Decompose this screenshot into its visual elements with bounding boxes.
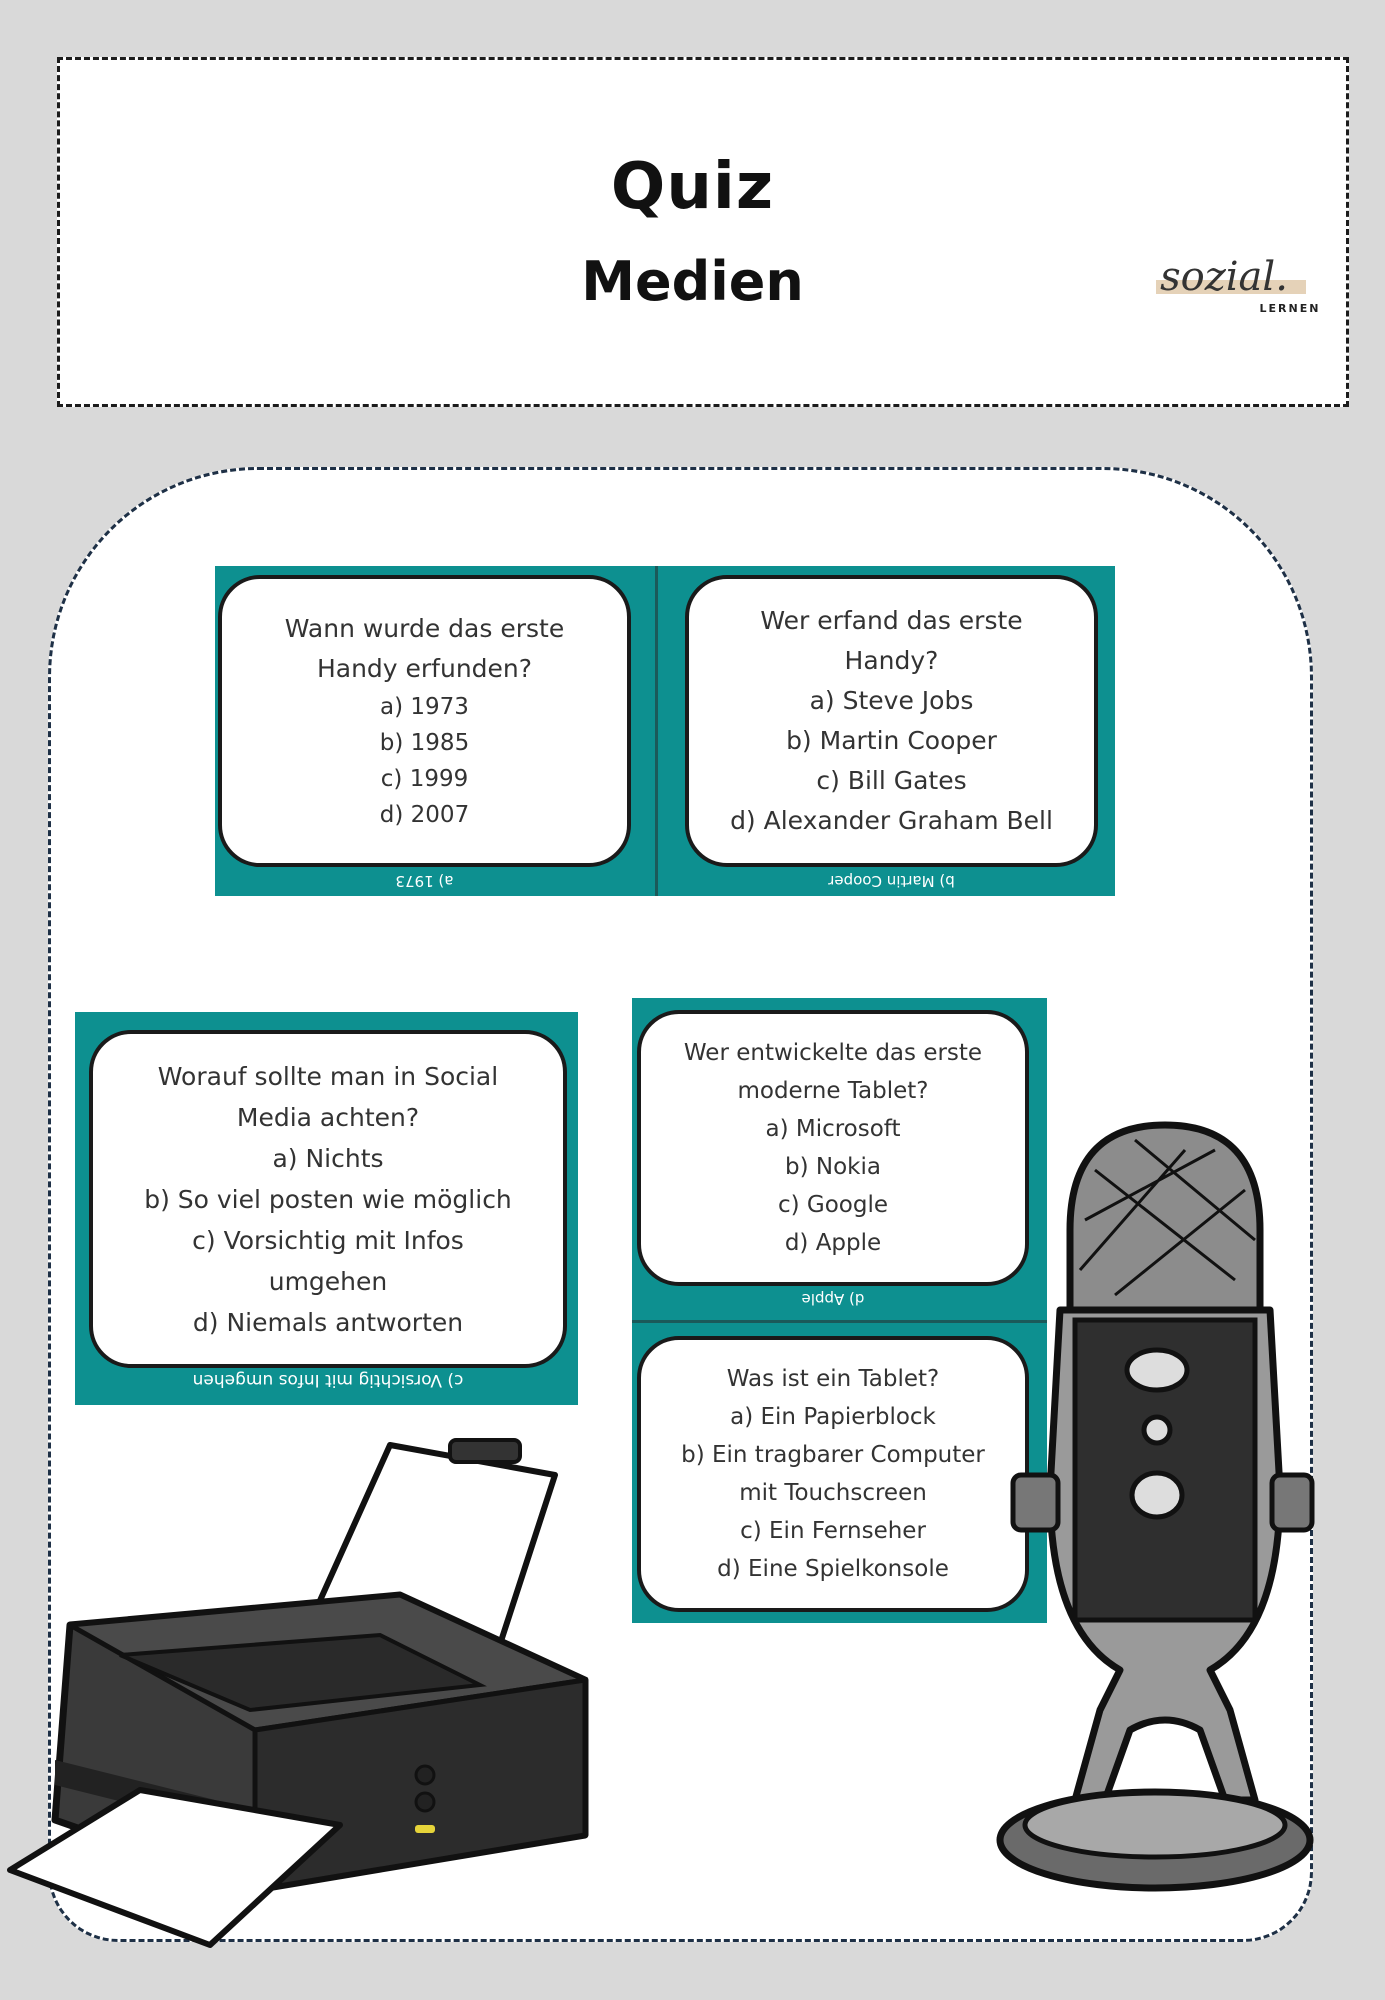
logo-caption: LERNEN [1259,302,1321,315]
card-1-question-line: Wann wurde das erste [284,614,565,643]
card-3-option: c) Vorsichtig mit Infos [192,1225,464,1255]
card-2-question-line: Wer erfand das erste [760,606,1023,635]
card-4-option: a) Microsoft [765,1116,901,1142]
card-4-option: b) Nokia [785,1154,881,1180]
quiz-card-2 [685,575,1098,867]
logo-script-text: sozial. [1160,254,1288,300]
card-4-question-line: Wer entwickelte das erste [683,1040,983,1066]
card-3-question-line: Worauf sollte man in Social [157,1061,499,1091]
card-4-option: d) Apple [784,1230,882,1256]
card-1-option: d) 2007 [379,802,470,828]
page-title: Quiz [610,150,775,224]
printer-icon [0,1440,600,1960]
quiz-card-4 [637,1010,1029,1286]
card-3-option: d) Niemals antworten [192,1307,464,1337]
card-4-answer: d) Apple [801,1290,865,1308]
card-4-question-line: moderne Tablet? [737,1078,929,1104]
card-5-option: a) Ein Papierblock [730,1404,936,1430]
card-2-option: d) Alexander Graham Bell [730,806,1053,835]
sozial-lernen-logo [1150,210,1321,320]
card-1-option: a) 1973 [380,694,469,720]
card-1-answer: a) 1973 [395,872,454,890]
page-subtitle: Medien [581,250,804,313]
card-2-option: b) Martin Cooper [786,726,997,755]
card-3-option: umgehen [268,1266,388,1296]
card-4-option: c) Google [777,1192,889,1218]
card-3-option: a) Nichts [272,1143,384,1173]
card-5-question-line: Was ist ein Tablet? [726,1366,940,1392]
microphone-icon [985,1110,1315,1940]
quiz-card-5 [637,1336,1029,1612]
card-2-option: a) Steve Jobs [809,686,974,715]
card-5-option: d) Eine Spielkonsole [717,1556,949,1582]
card-2-option: c) Bill Gates [816,766,967,795]
card-1-question-line: Handy erfunden? [316,654,533,683]
card-5-option: mit Touchscreen [739,1480,927,1506]
card-5-option: b) Ein tragbarer Computer [681,1442,985,1468]
quiz-card-1 [218,575,631,867]
card-2-answer: b) Martin Cooper [828,872,955,890]
card-1-option: c) 1999 [380,766,469,792]
quiz-card-3 [89,1030,567,1368]
card-3-option: b) So viel posten wie möglich [144,1184,512,1214]
card-3-question-line: Media achten? [236,1102,420,1132]
card-5-option: c) Ein Fernseher [740,1518,926,1544]
card-3-answer: c) Vorsichtig mit Infos umgehen [192,1370,464,1390]
card-1-option: b) 1985 [379,730,470,756]
card-2-question-line: Handy? [844,646,939,675]
